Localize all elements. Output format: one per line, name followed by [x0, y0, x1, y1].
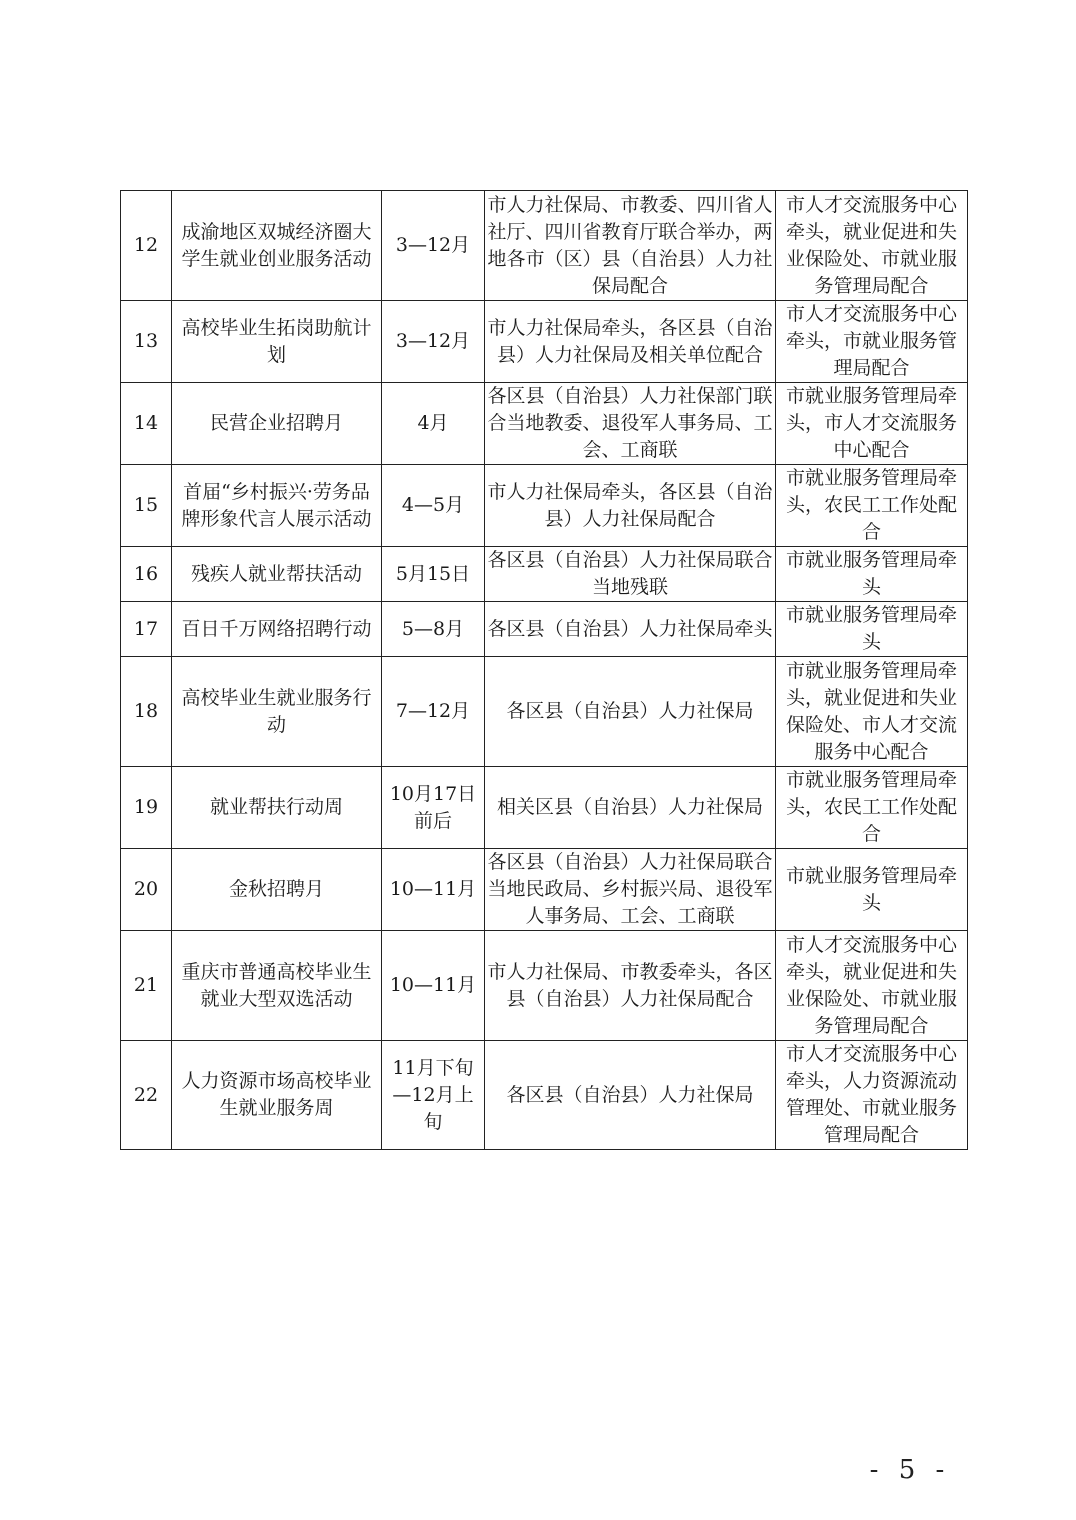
- lead-units: 市人才交流服务中心牵头，市就业服务管理局配合: [776, 301, 968, 383]
- row-number: 14: [121, 383, 172, 465]
- activity-time: 7—12月: [382, 657, 485, 767]
- table-row: [121, 1041, 968, 1150]
- responsible-units: 市人力社保局、市教委、四川省人社厅、四川省教育厅联合举办，两地各市（区）县（自治县）人力社保局配合: [485, 191, 776, 301]
- table-row: [121, 547, 968, 602]
- row-number: 17: [121, 602, 172, 657]
- row-number: 15: [121, 465, 172, 547]
- row-number: 12: [121, 191, 172, 301]
- lead-units: 市人才交流服务中心牵头，就业促进和失业保险处、市就业服务管理局配合: [776, 191, 968, 301]
- activity-name: 成渝地区双城经济圈大学生就业创业服务活动: [172, 191, 382, 301]
- page-number: - 5 -: [869, 1455, 951, 1485]
- table-row: [121, 767, 968, 849]
- responsible-units: 各区县（自治县）人力社保局牵头: [485, 602, 776, 657]
- table-row: [121, 301, 968, 383]
- responsible-units: 各区县（自治县）人力社保局联合当地民政局、乡村振兴局、退役军人事务局、工会、工商联: [485, 849, 776, 931]
- row-number: 21: [121, 931, 172, 1041]
- responsible-units: 各区县（自治县）人力社保局联合当地残联: [485, 547, 776, 602]
- lead-units: 市就业服务管理局牵头: [776, 602, 968, 657]
- table-row: [121, 383, 968, 465]
- activity-name: 残疾人就业帮扶活动: [172, 547, 382, 602]
- table-row: [121, 191, 968, 301]
- activity-time: 3—12月: [382, 301, 485, 383]
- row-number: 20: [121, 849, 172, 931]
- activity-name: 重庆市普通高校毕业生就业大型双选活动: [172, 931, 382, 1041]
- table-row: [121, 465, 968, 547]
- row-number: 18: [121, 657, 172, 767]
- table-row: [121, 657, 968, 767]
- lead-units: 市就业服务管理局牵头，农民工工作处配合: [776, 767, 968, 849]
- activity-time: 10—11月: [382, 849, 485, 931]
- lead-units: 市就业服务管理局牵头，市人才交流服务中心配合: [776, 383, 968, 465]
- activity-name: 人力资源市场高校毕业生就业服务周: [172, 1041, 382, 1150]
- activity-time: 10月17日前后: [382, 767, 485, 849]
- activity-name: 百日千万网络招聘行动: [172, 602, 382, 657]
- row-number: 22: [121, 1041, 172, 1150]
- table-row: [121, 931, 968, 1041]
- lead-units: 市就业服务管理局牵头: [776, 547, 968, 602]
- table-row: [121, 849, 968, 931]
- activity-time: 3—12月: [382, 191, 485, 301]
- activity-time: 10—11月: [382, 931, 485, 1041]
- table-row: [121, 602, 968, 657]
- activity-time: 5—8月: [382, 602, 485, 657]
- activity-name: 就业帮扶行动周: [172, 767, 382, 849]
- responsible-units: 市人力社保局牵头，各区县（自治县）人力社保局配合: [485, 465, 776, 547]
- responsible-units: 各区县（自治县）人力社保部门联合当地教委、退役军人事务局、工会、工商联: [485, 383, 776, 465]
- row-number: 19: [121, 767, 172, 849]
- activity-name: 高校毕业生拓岗助航计划: [172, 301, 382, 383]
- activity-schedule-table: [120, 190, 968, 1150]
- responsible-units: 各区县（自治县）人力社保局: [485, 1041, 776, 1150]
- lead-units: 市人才交流服务中心牵头，就业促进和失业保险处、市就业服务管理局配合: [776, 931, 968, 1041]
- activity-time: 4—5月: [382, 465, 485, 547]
- activity-time: 4月: [382, 383, 485, 465]
- activity-name: 金秋招聘月: [172, 849, 382, 931]
- lead-units: 市就业服务管理局牵头，就业促进和失业保险处、市人才交流服务中心配合: [776, 657, 968, 767]
- responsible-units: 相关区县（自治县）人力社保局: [485, 767, 776, 849]
- responsible-units: 各区县（自治县）人力社保局: [485, 657, 776, 767]
- activity-name: 高校毕业生就业服务行动: [172, 657, 382, 767]
- responsible-units: 市人力社保局、市教委牵头，各区县（自治县）人力社保局配合: [485, 931, 776, 1041]
- row-number: 13: [121, 301, 172, 383]
- row-number: 16: [121, 547, 172, 602]
- lead-units: 市人才交流服务中心牵头，人力资源流动管理处、市就业服务管理局配合: [776, 1041, 968, 1150]
- activity-time: 11月下旬—12月上旬: [382, 1041, 485, 1150]
- activity-name: 民营企业招聘月: [172, 383, 382, 465]
- responsible-units: 市人力社保局牵头，各区县（自治县）人力社保局及相关单位配合: [485, 301, 776, 383]
- activity-name: 首届“乡村振兴·劳务品牌形象代言人展示活动: [172, 465, 382, 547]
- lead-units: 市就业服务管理局牵头，农民工工作处配合: [776, 465, 968, 547]
- lead-units: 市就业服务管理局牵头: [776, 849, 968, 931]
- activity-time: 5月15日: [382, 547, 485, 602]
